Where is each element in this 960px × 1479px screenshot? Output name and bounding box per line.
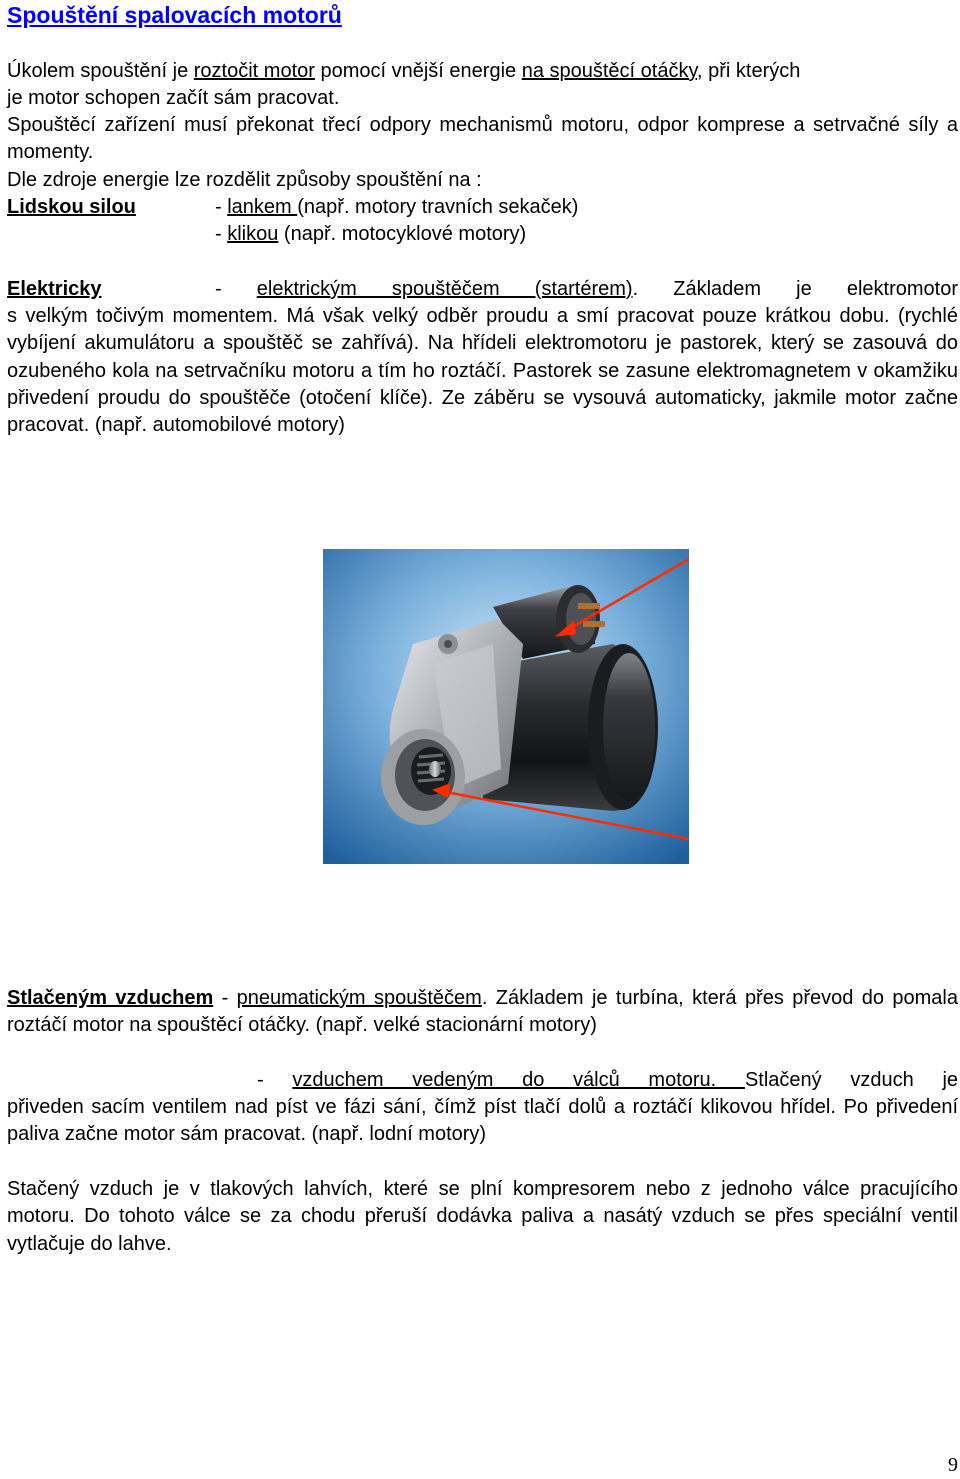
- intro-line-2: je motor schopen začít sám pracovat.: [7, 87, 340, 109]
- page-title: Spouštění spalovacích motorů: [7, 2, 342, 28]
- rope-start-link: lankem: [227, 196, 298, 218]
- spin-motor-link: roztočit motor: [193, 60, 315, 82]
- pneumatic-heading: Stlačeným vzduchem: [7, 987, 214, 1009]
- intro-paragraph-3: Dle zdroje energie lze rozdělit způsoby spouštění na :: [7, 169, 482, 191]
- starter-motor-photo-icon: [323, 549, 689, 864]
- direct-air-link: vzduchem vedeným do válců motoru.: [292, 1069, 745, 1091]
- page-number: 9: [948, 1454, 958, 1476]
- crank-start-link: klikou: [227, 223, 279, 245]
- intro-line-1: Úkolem spouštění je roztočit motor pomocí vnější energie na spouštěcí otáčky, při kterých: [7, 60, 801, 82]
- electric-paragraph: s velkým točivým momentem. Má však velký odběr proudu a smí pracovat pouze krátkou dobu. (rychlé vybíjení akumulátoru a spouštěč se zahřívá). Na hřídeli elektromotoru je pastorek, který se zasouvá do ozubeného kola na setrvačníku motoru a tím ho roztáčí. Pastorek se zasune elektromagnetem v okamžiku přivedení proudu do spouštěče (otočení klíče). Ze záběru se vysouvá automaticky, jakmile motor začne pracovat. (např. automobilové motory): [7, 305, 958, 437]
- manual-heading: Lidskou silou: [7, 196, 136, 218]
- intro-paragraph-2: Spouštěcí zařízení musí překonat třecí odpory mechanismů motoru, odpor komprese a setrvačné síly a momenty.: [7, 114, 958, 164]
- start-speed-link: na spouštěcí otáčky: [521, 60, 697, 82]
- direct-air-line-1: - vzduchem vedeným do válců motoru. Stlačený vzduch je: [257, 1069, 959, 1091]
- electric-starter-link: elektrickým spouštěčem (startérem): [256, 278, 633, 300]
- storage-paragraph: Stačený vzduch je v tlakových lahvích, které se plní kompresorem nebo z jednoho válce pracujícího motoru. Do tohoto válce se za chodu přeruší dodávka paliva a nasátý vzduch se přes speciální ventil vytlačuje do lahve.: [7, 1178, 958, 1255]
- pneumatic-paragraph: Stlačeným vzduchem - pneumatickým spouštěčem. Základem je turbína, která přes převod do pomala roztáčí motor na spouštěcí otáčky. (např. velké stacionární motory): [7, 987, 958, 1037]
- starter-motor-illustration: [323, 549, 689, 864]
- direct-air-paragraph: přiveden sacím ventilem nad píst ve fázi sání, čímž píst tlačí dolů a roztáčí klikovou hřídel. Po přivedení paliva začne motor sám pracovat. (např. lodní motory): [7, 1096, 958, 1146]
- manual-line-1: Lidskou silou - lankem (např. motory travních sekaček): [7, 196, 579, 218]
- electric-line-1: Elektricky - elektrickým spouštěčem (startérem). Základem je elektromotor: [7, 278, 958, 300]
- pneumatic-starter-link: pneumatickým spouštěčem: [236, 987, 482, 1009]
- electric-heading: Elektricky: [7, 278, 102, 300]
